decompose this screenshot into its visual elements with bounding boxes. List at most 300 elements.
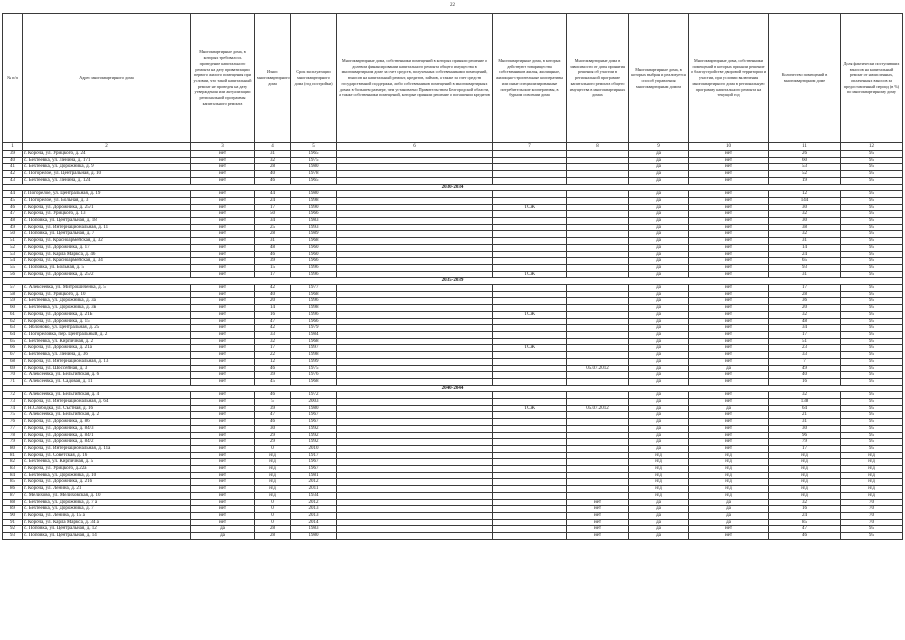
table-cell: 95 bbox=[841, 405, 903, 412]
table-cell: да bbox=[629, 425, 689, 432]
table-cell: н/д bbox=[629, 492, 689, 499]
address-cell: с. Поповка, ул. Больная, д. 5 bbox=[23, 264, 191, 271]
table-cell: нет bbox=[689, 412, 769, 419]
table-cell: 51 bbox=[769, 338, 841, 345]
table-cell: да bbox=[629, 311, 689, 318]
address-cell: г. Корочa, ул. Шоссейная, д. 3 bbox=[23, 365, 191, 372]
table-cell: 30 bbox=[769, 425, 841, 432]
table-cell bbox=[337, 251, 493, 258]
address-cell: г. Корочa, ул. Интернациональная, д. 64 bbox=[23, 399, 191, 406]
table-cell: нет bbox=[689, 164, 769, 171]
table-cell bbox=[493, 412, 567, 419]
table-cell: 16 bbox=[769, 378, 841, 385]
table-cell: да bbox=[629, 365, 689, 372]
table-cell: нет bbox=[689, 238, 769, 245]
table-cell: 1960 bbox=[291, 251, 337, 258]
table-cell: 1968 bbox=[291, 338, 337, 345]
table-cell: н/д bbox=[769, 479, 841, 486]
address-cell: г. Корочa, ул. Красноармейская, д. 32 bbox=[23, 238, 191, 245]
table-cell: нет bbox=[689, 224, 769, 231]
table-cell: 38 bbox=[769, 224, 841, 231]
row-number-cell: 43 bbox=[3, 177, 23, 184]
table-cell: нет bbox=[689, 378, 769, 385]
table-cell: нет bbox=[191, 224, 255, 231]
table-cell: 32 bbox=[769, 231, 841, 238]
table-cell: да bbox=[629, 331, 689, 338]
table-cell: нет bbox=[191, 365, 255, 372]
table-cell: 05.07.2012 bbox=[567, 405, 629, 412]
table-cell bbox=[337, 218, 493, 225]
table-cell bbox=[567, 358, 629, 365]
table-cell bbox=[337, 318, 493, 325]
table-cell: 1998 bbox=[291, 305, 337, 312]
table-cell: нет bbox=[689, 399, 769, 406]
table-cell: нет bbox=[689, 331, 769, 338]
table-cell: 39 bbox=[255, 258, 291, 265]
table-cell bbox=[493, 479, 567, 486]
table-cell bbox=[493, 452, 567, 459]
table-row bbox=[3, 191, 903, 198]
table-cell: н/д bbox=[255, 452, 291, 459]
table-cell: 1997 bbox=[291, 345, 337, 352]
table-row bbox=[3, 425, 903, 432]
table-cell bbox=[337, 345, 493, 352]
table-cell: нет bbox=[689, 305, 769, 312]
table-cell: нет bbox=[191, 486, 255, 493]
table-cell: 96 bbox=[769, 432, 841, 439]
table-cell bbox=[493, 439, 567, 446]
header-row bbox=[3, 14, 903, 143]
table-cell: 5 bbox=[255, 399, 291, 406]
table-cell bbox=[493, 472, 567, 479]
table-cell: да bbox=[629, 258, 689, 265]
table-cell: 1980 bbox=[291, 191, 337, 198]
address-cell: г. Корочa, ул. Ленина, д. 21 bbox=[23, 486, 191, 493]
table-cell: нет bbox=[689, 285, 769, 292]
table-cell: да bbox=[629, 224, 689, 231]
table-cell: да bbox=[629, 533, 689, 540]
table-cell: 95 bbox=[841, 204, 903, 211]
table-cell: нет bbox=[191, 231, 255, 238]
row-number-cell: 41 bbox=[3, 164, 23, 171]
table-cell: 29 bbox=[255, 439, 291, 446]
table-cell: нет bbox=[689, 251, 769, 258]
table-cell: 95 bbox=[841, 151, 903, 158]
table-row bbox=[3, 291, 903, 298]
address-cell: г. Корочa, ул. Интернациональная, д. 11а bbox=[23, 445, 191, 452]
table-cell bbox=[493, 264, 567, 271]
table-cell: нет bbox=[689, 157, 769, 164]
table-cell: 1996 bbox=[291, 298, 337, 305]
row-number-cell: 57 bbox=[3, 285, 23, 292]
row-number-cell: 42 bbox=[3, 171, 23, 178]
table-cell: нет bbox=[689, 231, 769, 238]
table-cell bbox=[337, 231, 493, 238]
table-cell: 95 bbox=[841, 251, 903, 258]
table-cell: да bbox=[629, 291, 689, 298]
table-cell bbox=[493, 466, 567, 473]
header-cell: Многоквартирные дома в зависимости от даты принятия решения об участии в региональной программе капитального ремонта общего имущества в многоквартирных домах bbox=[567, 14, 629, 143]
table-cell: н/д bbox=[629, 466, 689, 473]
table-cell: 95 bbox=[841, 231, 903, 238]
table-cell: н/д bbox=[689, 459, 769, 466]
column-number: 4 bbox=[255, 143, 291, 151]
header-cell: Многоквартирные дома, собственники помещений в которых приняли решение о благоустройстве дворовой территории и участии, при условии включения многоквартирного дома в региональную программу капитального ремонта на текущий год bbox=[689, 14, 769, 143]
table-cell bbox=[493, 365, 567, 372]
column-number: 5 bbox=[291, 143, 337, 151]
table-cell: нет bbox=[689, 151, 769, 158]
header-cell: Многоквартирные дома, в которых действуют товарищества собственников жилья, жилищные, жилищно-строительные кооперативы или иные специализированные потребительские кооперативы, в бурном освоении дома bbox=[493, 14, 567, 143]
table-cell: н/д bbox=[769, 459, 841, 466]
address-cell: г. Корочa, ул. Карла Маркса, д. 46 bbox=[23, 251, 191, 258]
table-cell bbox=[493, 352, 567, 359]
table-cell: нет bbox=[567, 526, 629, 533]
table-row bbox=[3, 211, 903, 218]
row-number-cell: 85 bbox=[3, 479, 23, 486]
table-cell bbox=[337, 171, 493, 178]
table-cell: 1960 bbox=[291, 244, 337, 251]
address-cell: с. Бехтеевка, ул. Кирпичная, д. 5 bbox=[23, 459, 191, 466]
table-cell: нет bbox=[191, 157, 255, 164]
table-cell: 1980 bbox=[291, 405, 337, 412]
table-cell: 95 bbox=[841, 392, 903, 399]
table-row bbox=[3, 318, 903, 325]
table-row bbox=[3, 151, 903, 158]
table-cell bbox=[493, 459, 567, 466]
table-cell bbox=[337, 533, 493, 540]
table-cell: 2012 bbox=[291, 499, 337, 506]
table-cell: 1998 bbox=[291, 352, 337, 359]
table-cell bbox=[337, 211, 493, 218]
table-cell: 95 bbox=[841, 244, 903, 251]
table-cell: 2012 bbox=[291, 479, 337, 486]
address-cell: с. Бехтеевка, ул. Ленина, д. 36 bbox=[23, 352, 191, 359]
address-cell: с. Алексеевка, ул. Бельгийская, д. 6 bbox=[23, 372, 191, 379]
table-cell: нет bbox=[689, 358, 769, 365]
table-cell: нет bbox=[689, 211, 769, 218]
table-cell: 46 bbox=[255, 177, 291, 184]
table-cell: нет bbox=[191, 358, 255, 365]
table-cell: 95 bbox=[841, 331, 903, 338]
row-number-cell: 67 bbox=[3, 352, 23, 359]
table-row bbox=[3, 177, 903, 184]
table-cell: 0 bbox=[255, 499, 291, 506]
table-cell: 70 bbox=[841, 519, 903, 526]
table-cell: 1967 bbox=[291, 459, 337, 466]
table-cell: 1983 bbox=[291, 526, 337, 533]
table-cell bbox=[567, 378, 629, 385]
address-cell: г. Корочa, ул. Дорожника, д. 84/3 bbox=[23, 425, 191, 432]
row-number-cell: 82 bbox=[3, 459, 23, 466]
table-cell: да bbox=[629, 358, 689, 365]
table-cell bbox=[337, 311, 493, 318]
table-cell: 95 bbox=[841, 171, 903, 178]
row-number-cell: 93 bbox=[3, 533, 23, 540]
table-cell: да bbox=[629, 218, 689, 225]
table-cell bbox=[493, 392, 567, 399]
table-cell: нет bbox=[191, 244, 255, 251]
table-cell bbox=[567, 171, 629, 178]
table-cell bbox=[567, 298, 629, 305]
table-cell: да bbox=[629, 419, 689, 426]
address-cell: с. Погореловка, пер. Центральный, д. 2 bbox=[23, 331, 191, 338]
table-cell: 33 bbox=[769, 352, 841, 359]
table-cell: нет bbox=[689, 298, 769, 305]
table-cell: нет bbox=[689, 345, 769, 352]
table-cell: нет bbox=[191, 271, 255, 278]
address-cell: г. Корочa, ул. Урицкого, д. 24 bbox=[23, 151, 191, 158]
table-row bbox=[3, 399, 903, 406]
table-cell: н/д bbox=[841, 492, 903, 499]
table-cell: да bbox=[191, 533, 255, 540]
table-cell: 95 bbox=[841, 264, 903, 271]
table-cell bbox=[567, 224, 629, 231]
table-row bbox=[3, 378, 903, 385]
table-cell: н/д bbox=[841, 479, 903, 486]
table-cell: 95 bbox=[841, 358, 903, 365]
table-cell: 49 bbox=[769, 365, 841, 372]
table-cell: 1968 bbox=[291, 291, 337, 298]
table-cell bbox=[337, 492, 493, 499]
table-cell bbox=[337, 331, 493, 338]
table-cell: 1965 bbox=[291, 177, 337, 184]
table-cell: да bbox=[629, 405, 689, 412]
table-cell: нет bbox=[689, 204, 769, 211]
address-cell: г. Корочa, ул. Карла Маркса, д. 34 а bbox=[23, 519, 191, 526]
period-row bbox=[3, 184, 903, 191]
table-row bbox=[3, 533, 903, 540]
table-cell bbox=[493, 318, 567, 325]
table-row bbox=[3, 331, 903, 338]
table-cell: 40 bbox=[255, 291, 291, 298]
table-cell: 05.07.2012 bbox=[567, 365, 629, 372]
table-cell: нет bbox=[689, 171, 769, 178]
table-cell: 46 bbox=[769, 533, 841, 540]
table-cell: нет bbox=[191, 264, 255, 271]
table-cell: 2010 bbox=[291, 445, 337, 452]
table-cell bbox=[337, 526, 493, 533]
table-cell bbox=[567, 197, 629, 204]
table-cell: 95 bbox=[841, 372, 903, 379]
address-cell: с. Бехтеевка, ул. Ленина, д. 124 bbox=[23, 177, 191, 184]
table-cell: 28 bbox=[255, 533, 291, 540]
table-cell: 44 bbox=[255, 191, 291, 198]
address-cell: с. Алексеевка, ул. Садовая, д. 11 bbox=[23, 378, 191, 385]
column-number: 10 bbox=[689, 143, 769, 151]
table-cell: да bbox=[629, 164, 689, 171]
table-cell bbox=[493, 258, 567, 265]
table-cell bbox=[493, 285, 567, 292]
table-row bbox=[3, 392, 903, 399]
table-cell: ТСЖ bbox=[493, 405, 567, 412]
table-cell: 2014 bbox=[291, 519, 337, 526]
table-cell bbox=[567, 211, 629, 218]
table-cell: нет bbox=[191, 197, 255, 204]
table-row bbox=[3, 432, 903, 439]
address-cell: с. Поповка, ул. Центральная, д. 12 bbox=[23, 526, 191, 533]
table-cell: да bbox=[629, 251, 689, 258]
table-cell bbox=[337, 378, 493, 385]
table-row bbox=[3, 231, 903, 238]
table-cell bbox=[567, 238, 629, 245]
table-cell: да bbox=[629, 372, 689, 379]
table-cell: н/д bbox=[629, 486, 689, 493]
table-cell: 23 bbox=[769, 345, 841, 352]
table-cell: 46 bbox=[255, 365, 291, 372]
table-cell: нет bbox=[191, 291, 255, 298]
table-cell: 95 bbox=[841, 177, 903, 184]
table-cell bbox=[337, 506, 493, 513]
table-cell: н/д bbox=[841, 466, 903, 473]
row-number-cell: 90 bbox=[3, 512, 23, 519]
table-row bbox=[3, 157, 903, 164]
table-cell: нет bbox=[689, 432, 769, 439]
column-number: 11 bbox=[769, 143, 841, 151]
table-cell: 70 bbox=[841, 506, 903, 513]
address-cell: с. Бехтеевка, ул. Дорожника, д. 3а bbox=[23, 298, 191, 305]
table-cell bbox=[493, 506, 567, 513]
row-number-cell: 54 bbox=[3, 258, 23, 265]
table-cell: да bbox=[629, 445, 689, 452]
table-cell: нет bbox=[191, 492, 255, 499]
address-cell: с. Погорелое, ул. Больная, д. 3 bbox=[23, 197, 191, 204]
table-cell: нет bbox=[191, 378, 255, 385]
table-cell: да bbox=[629, 352, 689, 359]
table-cell: ТСЖ bbox=[493, 204, 567, 211]
table-cell: нет bbox=[191, 419, 255, 426]
table-cell: 79 bbox=[769, 439, 841, 446]
table-cell: н/д bbox=[689, 479, 769, 486]
address-cell: с. Алексеевка, ул. Митрошиченка, д. 5 bbox=[23, 285, 191, 292]
table-cell: да bbox=[629, 345, 689, 352]
column-number: 1 bbox=[3, 143, 23, 151]
table-cell: 32 bbox=[769, 392, 841, 399]
table-cell: нет bbox=[689, 244, 769, 251]
table-cell bbox=[567, 345, 629, 352]
table-cell: 1966 bbox=[291, 258, 337, 265]
table-row bbox=[3, 271, 903, 278]
table-cell: 1999 bbox=[291, 358, 337, 365]
table-cell bbox=[337, 472, 493, 479]
table-cell: 45 bbox=[255, 378, 291, 385]
table-cell: н/д bbox=[769, 472, 841, 479]
table-cell: 39 bbox=[255, 405, 291, 412]
column-number: 6 bbox=[337, 143, 493, 151]
table-cell: 26 bbox=[769, 151, 841, 158]
address-cell: г. Погорелое, ул. Центральная, д. 19 bbox=[23, 191, 191, 198]
table-cell: 28 bbox=[769, 291, 841, 298]
table-cell: нет bbox=[191, 191, 255, 198]
table-cell: 42 bbox=[255, 325, 291, 332]
address-cell: г. Корочa, ул. Интернациональная, д. 13 bbox=[23, 358, 191, 365]
table-cell bbox=[337, 204, 493, 211]
table-cell: ТСЖ bbox=[493, 311, 567, 318]
table-cell: 17 bbox=[769, 331, 841, 338]
row-number-cell: 44 bbox=[3, 191, 23, 198]
table-cell bbox=[493, 305, 567, 312]
table-cell: 1968 bbox=[291, 238, 337, 245]
table-cell bbox=[567, 318, 629, 325]
table-cell: нет bbox=[191, 399, 255, 406]
table-cell: 95 bbox=[841, 526, 903, 533]
address-cell: г. Корочa, ул. Интернациональная, д. 11 bbox=[23, 224, 191, 231]
table-cell bbox=[567, 412, 629, 419]
table-cell: н/д bbox=[689, 472, 769, 479]
table-cell bbox=[337, 432, 493, 439]
table-cell: 95 bbox=[841, 432, 903, 439]
table-cell: да bbox=[629, 499, 689, 506]
table-cell: 1980 bbox=[291, 164, 337, 171]
table-cell: 95 bbox=[841, 285, 903, 292]
table-cell: н/д bbox=[629, 452, 689, 459]
table-cell bbox=[493, 399, 567, 406]
table-row bbox=[3, 519, 903, 526]
table-row bbox=[3, 218, 903, 225]
table-cell: 1989 bbox=[291, 231, 337, 238]
row-number-cell: 89 bbox=[3, 506, 23, 513]
table-cell bbox=[567, 231, 629, 238]
table-cell bbox=[493, 533, 567, 540]
table-cell: 24 bbox=[769, 251, 841, 258]
header-cell: Многоквартирные дома, в которых требовалось проведение капитального ремонта на дату приватизации первого жилого помещения при условии, что такой капитальный ремонт не проведен на дату утверждения или актуализации региональной программы капитального ремонта bbox=[191, 14, 255, 143]
table-cell bbox=[337, 298, 493, 305]
table-cell: нет bbox=[191, 412, 255, 419]
table-cell: 31 bbox=[255, 238, 291, 245]
table-cell: 50 bbox=[255, 211, 291, 218]
address-cell: г. Корочa, ул. Советская, д. 16 bbox=[23, 452, 191, 459]
table-cell: да bbox=[629, 151, 689, 158]
table-cell bbox=[493, 177, 567, 184]
period-label: 2040-2044 bbox=[3, 385, 903, 392]
table-cell bbox=[493, 338, 567, 345]
column-number: 7 bbox=[493, 143, 567, 151]
table-cell: 21 bbox=[769, 412, 841, 419]
table-cell: н/д bbox=[841, 459, 903, 466]
table-cell bbox=[337, 499, 493, 506]
table-cell bbox=[337, 191, 493, 198]
table-cell: 60 bbox=[769, 157, 841, 164]
table-cell bbox=[337, 305, 493, 312]
table-cell: нет bbox=[191, 439, 255, 446]
table-cell bbox=[337, 392, 493, 399]
table-cell bbox=[337, 285, 493, 292]
table-cell bbox=[337, 177, 493, 184]
table-cell: 95 bbox=[841, 218, 903, 225]
table-cell: нет bbox=[689, 197, 769, 204]
table-cell: 1992 bbox=[291, 432, 337, 439]
table-cell: да bbox=[629, 157, 689, 164]
table-row bbox=[3, 412, 903, 419]
table-cell: 95 bbox=[841, 412, 903, 419]
table-cell: 31 bbox=[769, 419, 841, 426]
row-number-cell: 50 bbox=[3, 231, 23, 238]
address-cell: с. Алексеевка, ул. Бельгийская, д. 2 bbox=[23, 412, 191, 419]
header-cell: Адрес многоквартирного дома bbox=[23, 14, 191, 143]
address-cell: с. Мелихово, ул. Мелиховская, д. 10 bbox=[23, 492, 191, 499]
row-number-cell: 61 bbox=[3, 311, 23, 318]
table-cell: н/д bbox=[689, 466, 769, 473]
table-cell: да bbox=[629, 204, 689, 211]
row-number-cell: 60 bbox=[3, 305, 23, 312]
table-cell bbox=[493, 499, 567, 506]
table-cell bbox=[493, 218, 567, 225]
table-cell: нет bbox=[567, 499, 629, 506]
table-cell: 95 bbox=[841, 338, 903, 345]
table-row bbox=[3, 197, 903, 204]
table-row bbox=[3, 164, 903, 171]
table-cell: нет bbox=[689, 325, 769, 332]
table-cell: 30 bbox=[769, 218, 841, 225]
